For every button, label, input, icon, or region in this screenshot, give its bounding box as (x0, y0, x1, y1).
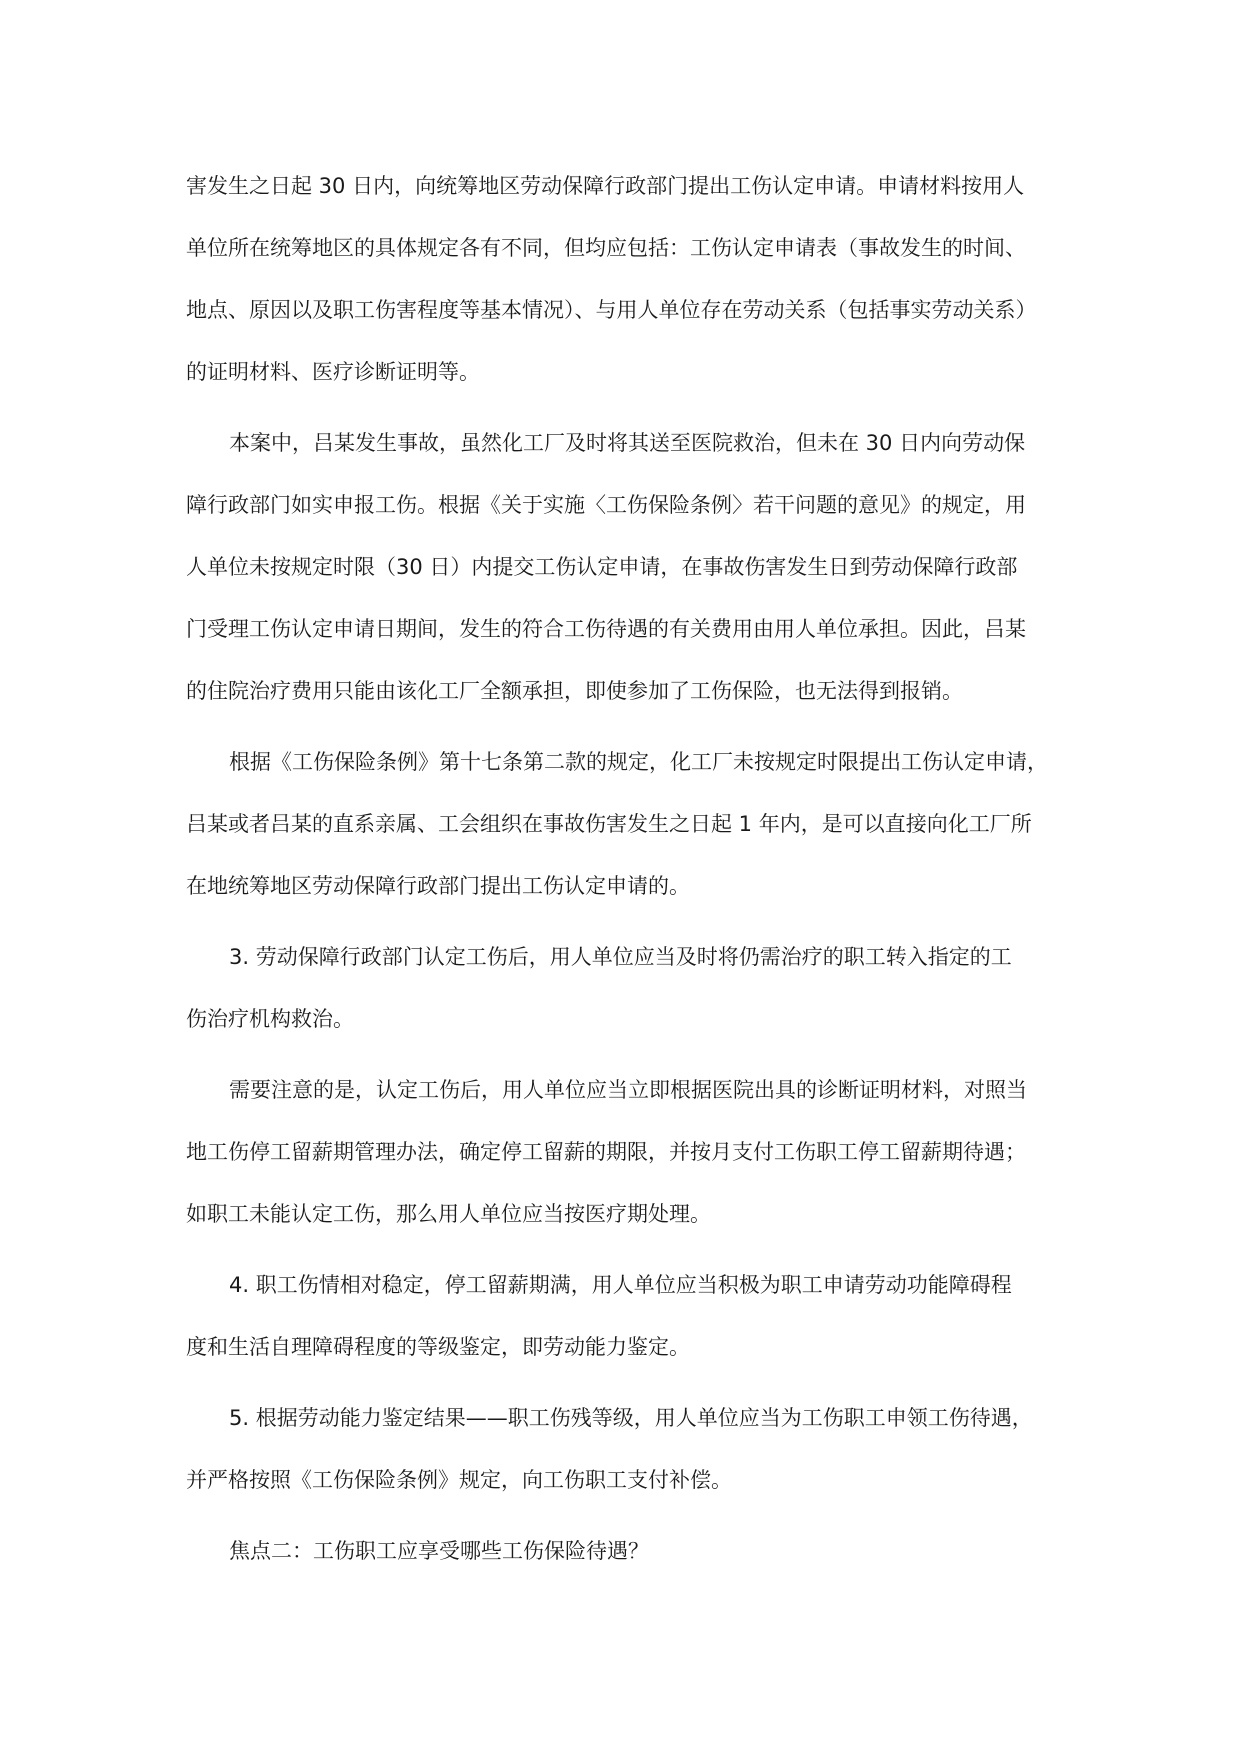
text-line: 障行政部门如实申报工伤。根据《关于实施〈工伤保险条例〉若干问题的意见》的规定，用 (186, 493, 1026, 517)
section-heading: 焦点二：工伤职工应享受哪些工伤保险待遇？ (229, 1539, 649, 1563)
text-line: 吕某或者吕某的直系亲属、工会组织在事故伤害发生之日起 1 年内，是可以直接向化工厂所 (186, 812, 1032, 836)
text-line: 本案中，吕某发生事故，虽然化工厂及时将其送至医院救治，但未在 30 日内向劳动保 (229, 431, 1026, 455)
text-line: 度和生活自理障碍程度的等级鉴定，即劳动能力鉴定。 (186, 1335, 690, 1359)
text-line: 地工伤停工留薪期管理办法，确定停工留薪的期限，并按月支付工伤职工停工留薪期待遇； (186, 1140, 1026, 1164)
text-line: 害发生之日起 30 日内，向统筹地区劳动保障行政部门提出工伤认定申请。申请材料按用人 (186, 174, 1025, 198)
text-line: 单位所在统筹地区的具体规定各有不同，但均应包括：工伤认定申请表（事故发生的时间、 (186, 236, 1026, 260)
text-line: 如职工未能认定工伤，那么用人单位应当按医疗期处理。 (186, 1202, 711, 1226)
text-line: 4. 职工伤情相对稳定，停工留薪期满，用人单位应当积极为职工申请劳动功能障碍程 (229, 1273, 1012, 1297)
text-line: 5. 根据劳动能力鉴定结果——职工伤残等级，用人单位应当为工伤职工申领工伤待遇， (229, 1406, 1033, 1430)
text-line: 的证明材料、医疗诊断证明等。 (186, 360, 480, 384)
text-line: 并严格按照《工伤保险条例》规定，向工伤职工支付补偿。 (186, 1468, 732, 1492)
text-line: 在地统筹地区劳动保障行政部门提出工伤认定申请的。 (186, 874, 690, 898)
text-line: 门受理工伤认定申请日期间，发生的符合工伤待遇的有关费用由用人单位承担。因此，吕某 (186, 617, 1026, 641)
text-line: 3. 劳动保障行政部门认定工伤后，用人单位应当及时将仍需治疗的职工转入指定的工 (229, 945, 1012, 969)
text-line: 根据《工伤保险条例》第十七条第二款的规定，化工厂未按规定时限提出工伤认定申请， (229, 750, 1048, 774)
text-line: 伤治疗机构救治。 (186, 1007, 354, 1031)
text-line: 地点、原因以及职工伤害程度等基本情况）、与用人单位存在劳动关系（包括事实劳动关系） (186, 298, 1037, 322)
text-line: 人单位未按规定时限（30 日）内提交工伤认定申请，在事故伤害发生日到劳动保障行政部 (186, 555, 1018, 579)
text-line: 需要注意的是，认定工伤后，用人单位应当立即根据医院出具的诊断证明材料，对照当 (229, 1078, 1027, 1102)
text-line: 的住院治疗费用只能由该化工厂全额承担，即使参加了工伤保险，也无法得到报销。 (186, 679, 963, 703)
